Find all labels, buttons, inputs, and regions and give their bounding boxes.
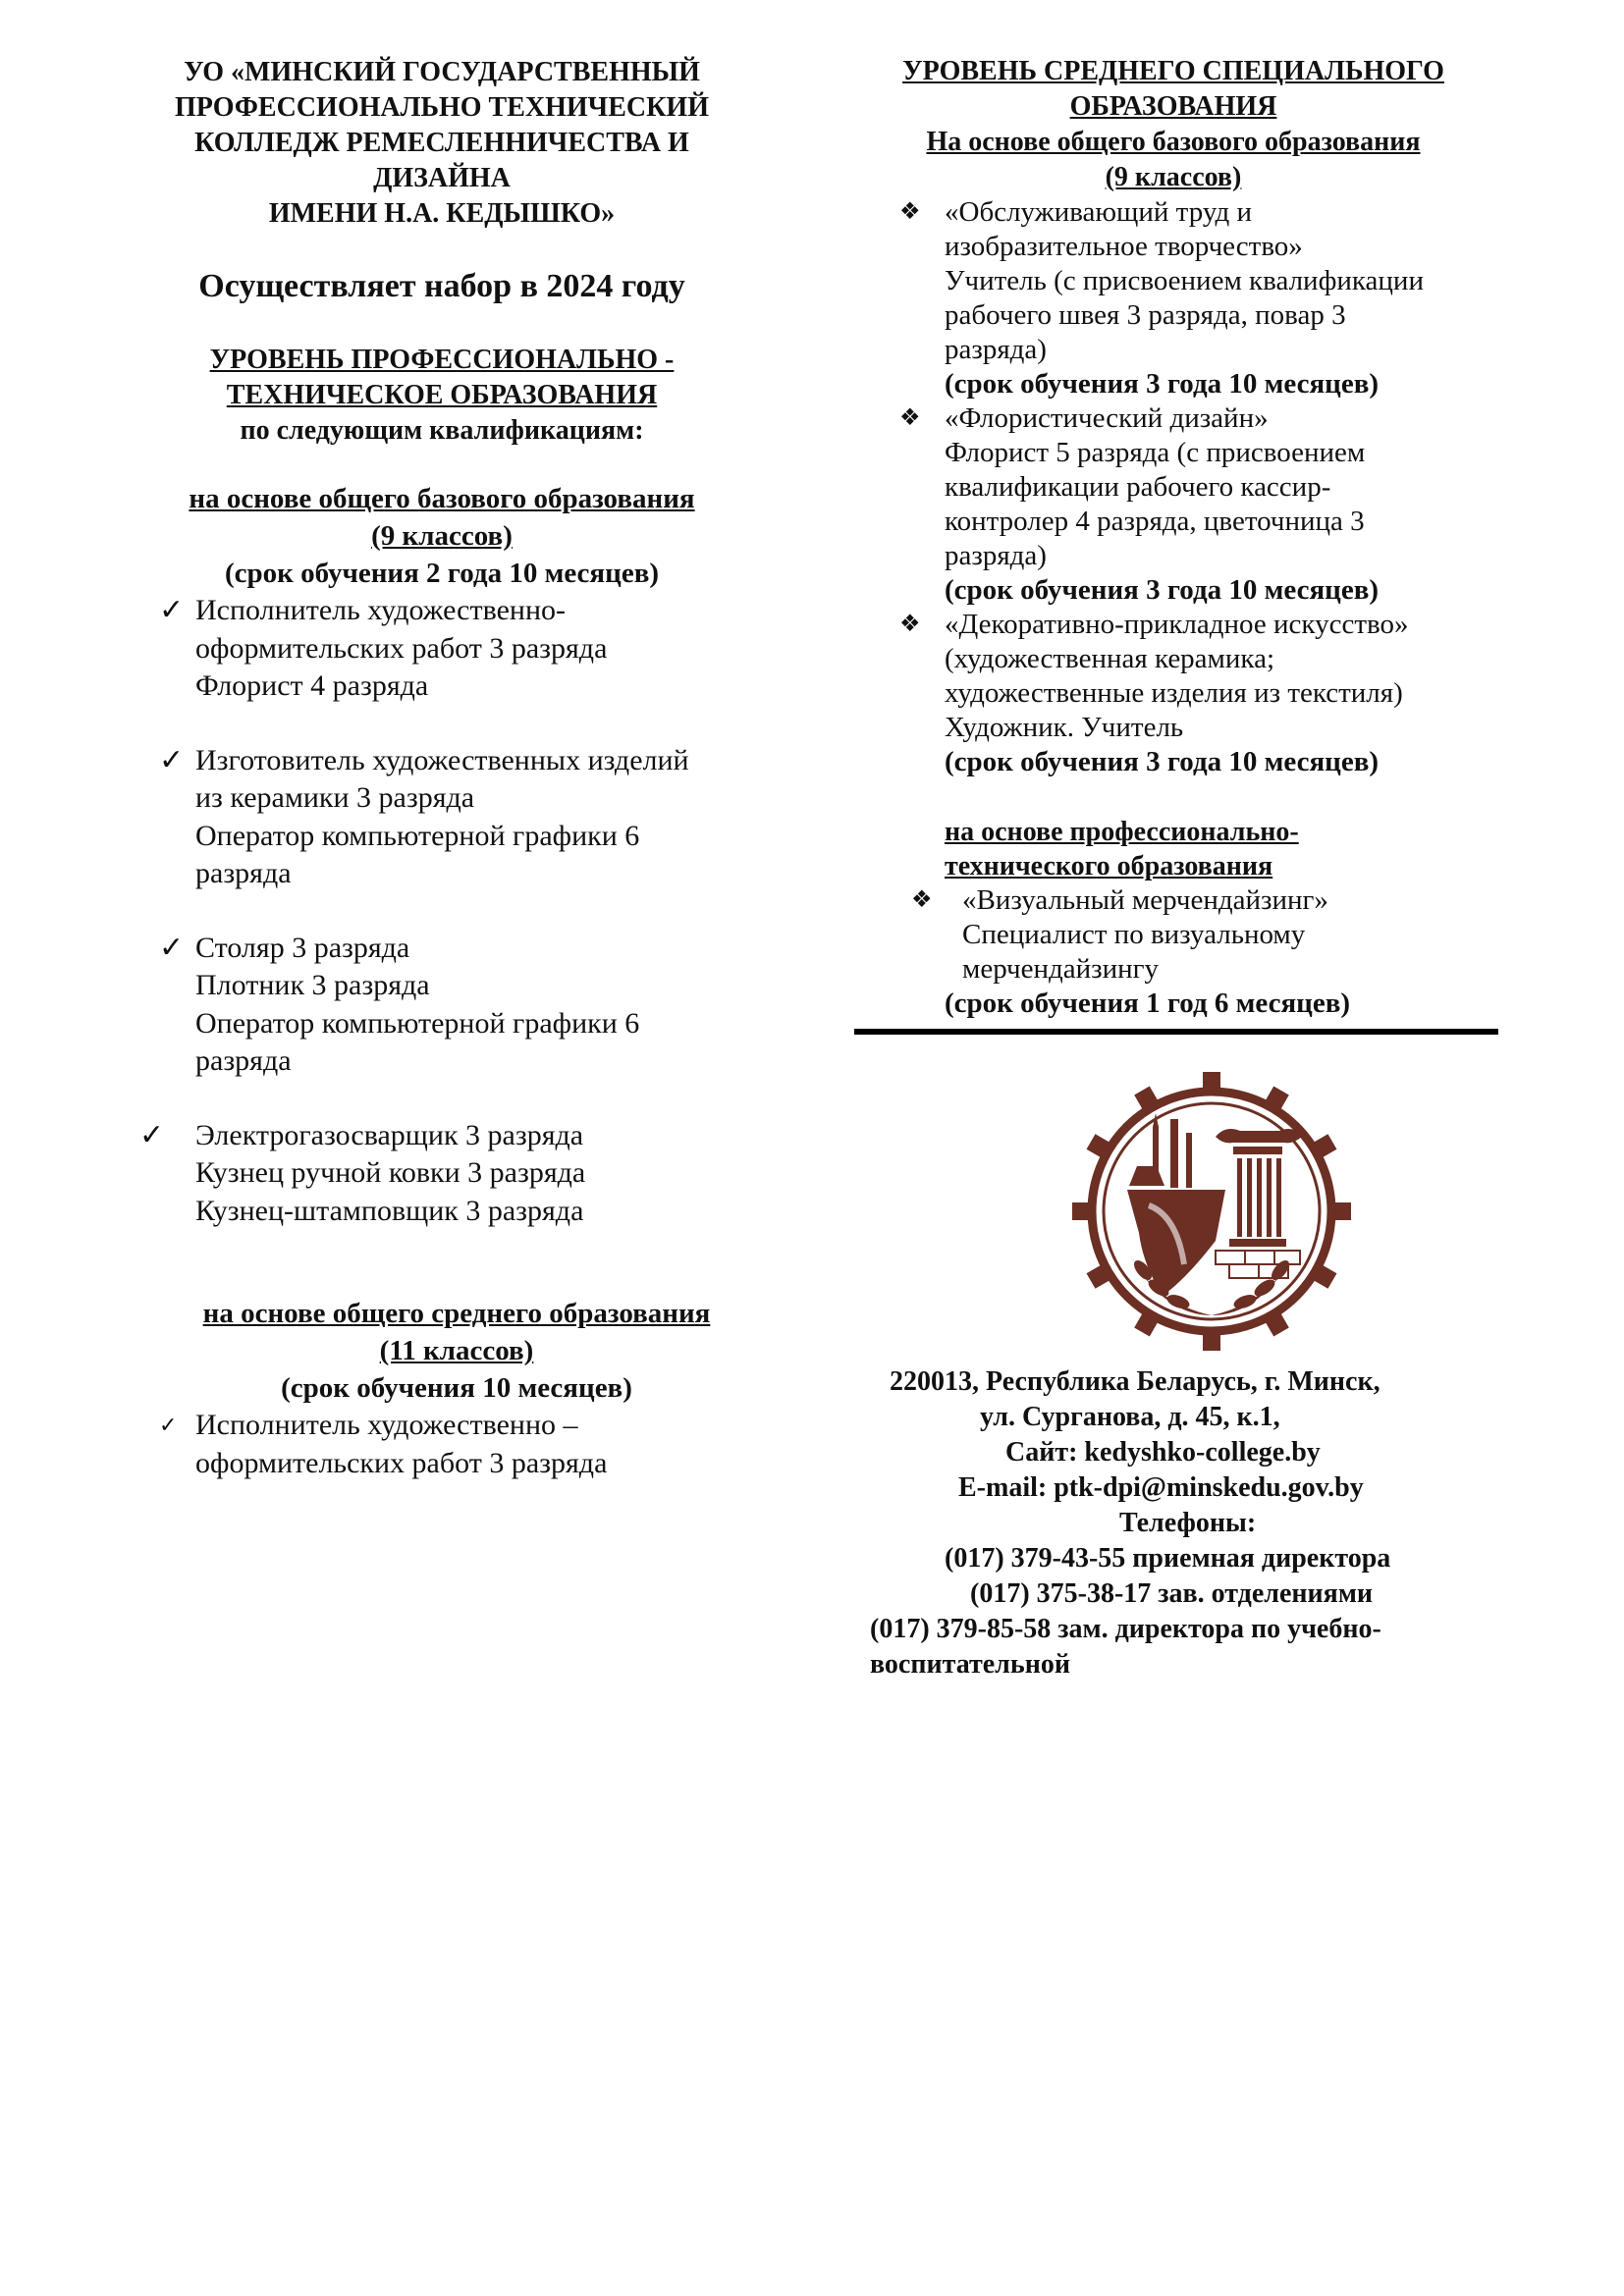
secondary-special-heading [854,54,1492,195]
item-line: Учитель (с присвоением квалификации [945,265,1424,296]
item-line: Оператор компьютерной графики 6 [195,1006,640,1040]
left-column [128,0,756,1482]
headline: Осуществляет набор в 2024 году [198,268,685,304]
email-link[interactable]: E-mail: ptk-dpi@minskedu.gov.by [958,1472,1364,1503]
org-name [128,55,756,232]
phone-line: воспитательной [870,1649,1070,1680]
item-line: Флорист 5 разряда (с присвоением [945,437,1366,468]
list-item [128,742,756,893]
org-line: УО «МИНСКИЙ ГОСУДАРСТВЕННЫЙ [184,57,700,87]
right-column [854,0,1522,1682]
level-line: УРОВЕНЬ СРЕДНЕГО СПЕЦИАЛЬНОГО [902,56,1444,86]
vocational-basis-heading [854,815,1522,883]
item-line: из керамики 3 разряда [195,781,475,814]
basis-line: на основе профессионально- [945,817,1299,847]
secondary-duration: (срок обучения 10 месяцев) [281,1372,632,1404]
item-line: контролер 4 разряда, цветочница 3 [945,506,1365,537]
diamond-bullet-icon: ❖ [911,887,933,913]
org-line: ИМЕНИ Н.А. КЕДЫШКО» [268,198,616,229]
list-item [854,401,1522,608]
basic-classes: (9 классов) [371,520,513,552]
item-line: Оператор компьютерной графики 6 [195,819,640,852]
item-line: Исполнитель художественно – [195,1409,578,1441]
item-duration: (срок обучения 3 года 10 месяцев) [945,746,1380,777]
level-subtitle: по следующим квалификациям: [240,415,644,446]
item-line: Специалист по визуальному [962,919,1306,950]
item-duration: (срок обучения 3 года 10 месяцев) [945,368,1380,400]
item-line: (художественная керамика; [945,643,1275,674]
phone-line: (017) 379-85-58 зам. директора по учебно- [870,1614,1381,1644]
basis-classes: (9 классов) [1105,162,1242,192]
item-line: рабочего швея 3 разряда, повар 3 [945,299,1346,331]
item-line: Кузнец ручной ковки 3 разряда [195,1156,586,1189]
check-icon: ✓ [159,931,185,964]
item-line: разряда [195,857,292,889]
diamond-bullet-icon: ❖ [899,199,921,225]
item-line: разряда [195,1044,292,1077]
phones-label: Телефоны: [1119,1508,1257,1538]
item-line: «Визуальный мерчендайзинг» [962,884,1328,916]
org-line: КОЛЛЕДЖ РЕМЕСЛЕННИЧЕСТВА И [194,128,689,158]
secondary-list [128,1407,756,1482]
item-line: квалификации рабочего кассир- [945,471,1331,503]
basic-list [128,592,756,1230]
basic-heading: на основе общего базового образования [189,483,695,514]
secondary-education-heading [128,1295,756,1407]
check-icon: ✓ [159,743,185,776]
item-line: Электрогазосварщик 3 разряда [195,1118,584,1151]
level-heading [128,343,756,449]
list-item [854,195,1522,401]
phone-line: (017) 375-38-17 зав. отделениями [970,1578,1374,1609]
item-line: Художник. Учитель [945,712,1184,743]
item-line: Столяр 3 разряда [195,931,410,964]
address-line: 220013, Республика Беларусь, г. Минск, [890,1366,1380,1397]
address-line: ул. Сурганова, д. 45, к.1, [980,1402,1280,1432]
level-line: ОБРАЗОВАНИЯ [1069,91,1277,122]
specialty-list [854,195,1522,779]
item-line: разряда) [945,334,1047,365]
phone-line: (017) 379-43-55 приемная директора [945,1543,1391,1574]
check-icon: ✓ [159,594,185,626]
diamond-bullet-icon: ❖ [899,405,921,431]
item-line: Флорист 4 разряда [195,669,429,702]
basic-education-heading [128,480,756,592]
item-line: Плотник 3 разряда [195,969,430,1001]
list-item [128,1407,756,1482]
item-duration: (срок обучения 1 год 6 месяцев) [945,988,1351,1019]
secondary-heading: на основе общего среднего образования [202,1298,711,1329]
item-line: мерчендайзингу [962,953,1160,985]
item-line: «Флористический дизайн» [945,402,1269,434]
basic-duration: (срок обучения 2 года 10 месяцев) [224,558,660,589]
item-line: Кузнец-штамповщик 3 разряда [195,1194,584,1227]
secondary-classes: (11 классов) [379,1335,534,1366]
list-item [128,1117,756,1231]
list-item [854,883,1522,987]
college-logo [1068,1068,1355,1355]
basis-line: технического образования [945,851,1273,881]
college-logo-icon [1068,1068,1355,1355]
item-line: Изготовитель художественных изделий [195,743,689,776]
item-line: оформительских работ 3 разряда [195,631,608,665]
item-line: изобразительное творчество» [945,231,1303,262]
check-icon: ✓ [159,1413,178,1437]
item-duration: (срок обучения 3 года 10 месяцев) [945,574,1380,606]
list-item [128,930,756,1081]
basis-heading: На основе общего базового образования [926,127,1421,157]
level-line: УРОВЕНЬ ПРОФЕССИОНАЛЬНО - [209,345,675,375]
diamond-bullet-icon: ❖ [899,612,921,637]
divider [854,1029,1498,1035]
list-item [128,592,756,706]
level-line: ТЕХНИЧЕСКОЕ ОБРАЗОВАНИЯ [226,380,658,410]
item-line: разряда) [945,540,1047,571]
org-line: ДИЗАЙНА [373,163,511,193]
list-item [854,608,1522,779]
item-line: «Обслуживающий труд и [945,196,1253,228]
check-icon: ✓ [139,1118,165,1151]
item-line: художественные изделия из текстиля) [945,677,1403,709]
item-line: оформительских работ 3 разряда [195,1446,608,1479]
site-link[interactable]: Сайт: kedyshko-college.by [1005,1437,1321,1468]
contacts [854,1364,1483,1682]
item-line: «Декоративно-прикладное искусство» [945,609,1409,640]
item-line: Исполнитель художественно- [195,594,567,626]
org-line: ПРОФЕССИОНАЛЬНО ТЕХНИЧЕСКИЙ [175,92,709,123]
